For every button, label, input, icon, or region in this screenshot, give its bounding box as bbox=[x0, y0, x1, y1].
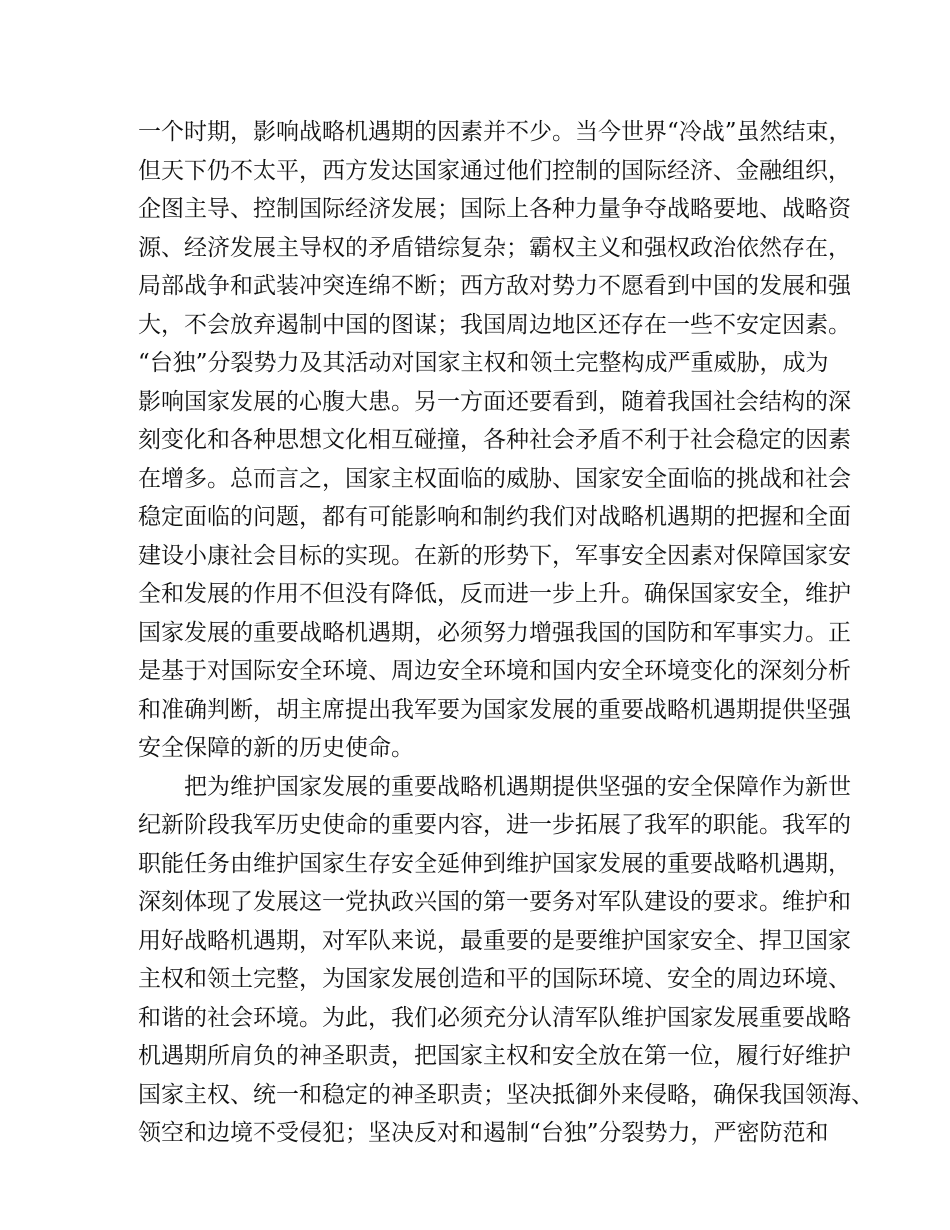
text-line: 源、经济发展主导权的矛盾错综复杂；霸权主义和强权政治依然存在， bbox=[138, 234, 851, 261]
text-line: 一个时期，影响战略机遇期的因素并不少。当今世界“冷战”虽然结束， bbox=[138, 119, 852, 145]
paragraph-1 bbox=[138, 113, 852, 768]
paragraph-2 bbox=[138, 768, 874, 1153]
text-line: 和准确判断，胡主席提出我军要为国家发展的重要战略机遇期提供坚强 bbox=[138, 696, 851, 723]
text-line: 企图主导、控制国际经济发展；国际上各种力量争夺战略要地、战略资 bbox=[138, 196, 851, 222]
text-line: 全和发展的作用不但没有降低，反而进一步上升。确保国家安全，维护 bbox=[138, 581, 851, 607]
text-line: 职能任务由维护国家生存安全延伸到维护国家发展的重要战略机遇期， bbox=[138, 850, 851, 877]
text-line: “台独”分裂势力及其活动对国家主权和领土完整构成严重威胁，成为 bbox=[138, 350, 829, 376]
text-line: 主权和领土完整，为国家发展创造和平的国际环境、安全的周边环境、 bbox=[138, 966, 851, 992]
text-line: 安全保障的新的历史使命。 bbox=[138, 735, 414, 761]
text-line: 领空和边境不受侵犯；坚决反对和遏制“台独”分裂势力，严密防范和 bbox=[138, 1120, 829, 1146]
text-line: 和谐的社会环境。为此，我们必须充分认清军队维护国家发展重要战略 bbox=[138, 1004, 851, 1031]
text-line: 但天下仍不太平，西方发达国家通过他们控制的国际经济、金融组织， bbox=[138, 157, 851, 184]
text-line: 大，不会放弃遏制中国的图谋；我国周边地区还存在一些不安定因素。 bbox=[138, 311, 851, 338]
text-line: 纪新阶段我军历史使命的重要内容，进一步拓展了我军的职能。我军的 bbox=[138, 812, 851, 838]
text-line: 把为维护国家发展的重要战略机遇期提供坚强的安全保障作为新世 bbox=[184, 773, 851, 800]
text-line: 建设小康社会目标的实现。在新的形势下，军事安全因素对保障国家安 bbox=[138, 542, 851, 569]
text-line: 用好战略机遇期，对军队来说，最重要的是要维护国家安全、捍卫国家 bbox=[138, 927, 851, 954]
document-body bbox=[138, 113, 874, 1153]
text-line: 在增多。总而言之，国家主权面临的威胁、国家安全面临的挑战和社会 bbox=[138, 465, 851, 492]
text-line: 刻变化和各种思想文化相互碰撞，各种社会矛盾不利于社会稳定的因素 bbox=[138, 427, 851, 453]
text-line: 稳定面临的问题，都有可能影响和制约我们对战略机遇期的把握和全面 bbox=[138, 504, 851, 530]
text-line: 影响国家发展的心腹大患。另一方面还要看到，随着我国社会结构的深 bbox=[138, 388, 851, 415]
text-line: 是基于对国际安全环境、周边安全环境和国内安全环境变化的深刻分析 bbox=[138, 658, 851, 684]
text-line: 机遇期所肩负的神圣职责，把国家主权和安全放在第一位，履行好维护 bbox=[138, 1043, 851, 1069]
text-line: 国家主权、统一和稳定的神圣职责；坚决抵御外来侵略，确保我国领海、 bbox=[138, 1081, 874, 1108]
text-line: 国家发展的重要战略机遇期，必须努力增强我国的国防和军事实力。正 bbox=[138, 619, 851, 646]
text-line: 深刻体现了发展这一党执政兴国的第一要务对军队建设的要求。维护和 bbox=[138, 889, 851, 915]
text-line: 局部战争和武装冲突连绵不断；西方敌对势力不愿看到中国的发展和强 bbox=[138, 273, 851, 299]
